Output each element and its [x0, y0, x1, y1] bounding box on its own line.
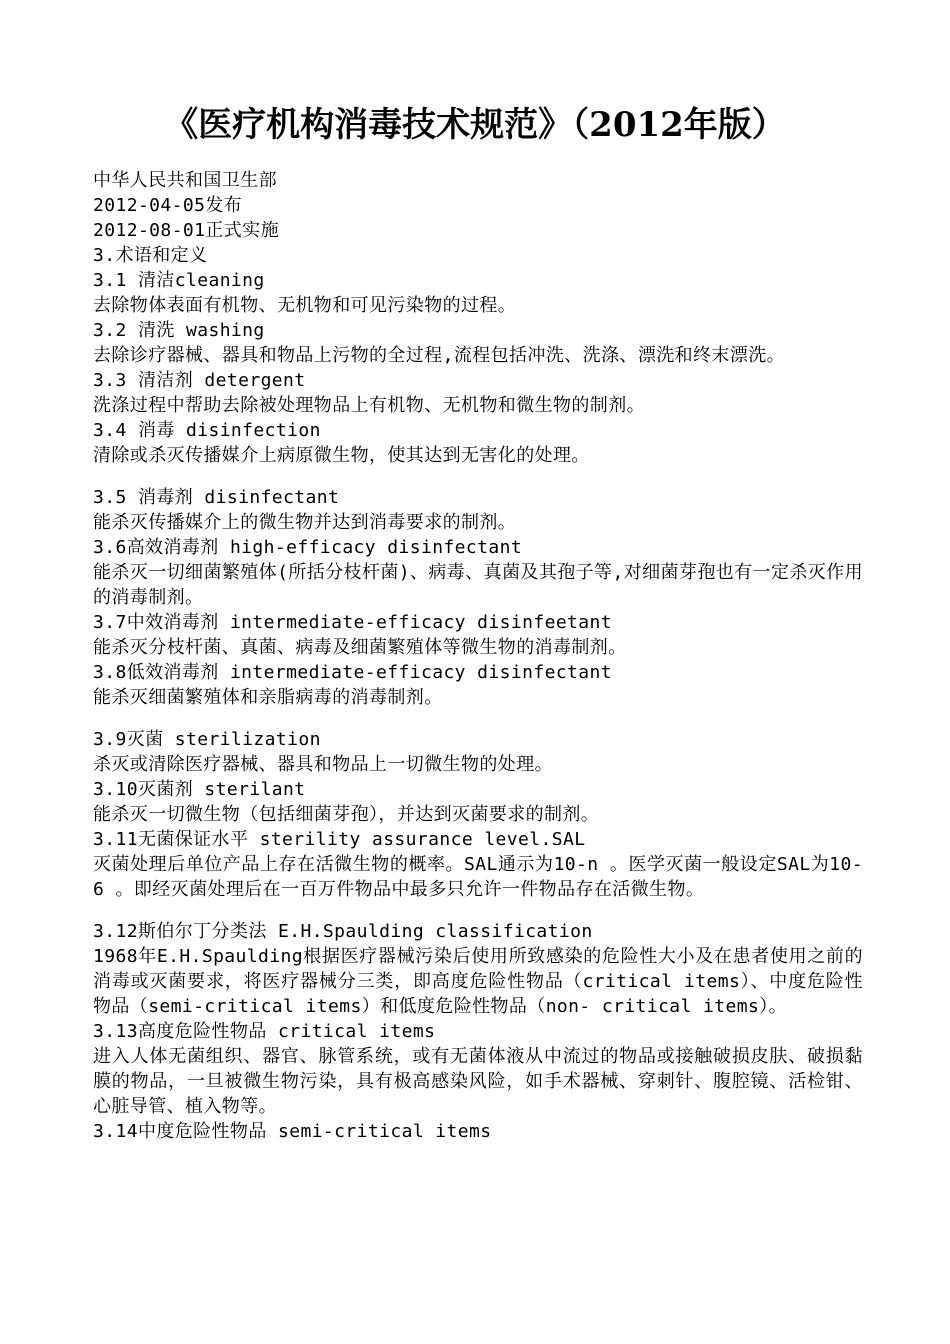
paragraph-gap [93, 710, 863, 727]
published-date: 2012-04-05发布 [93, 195, 243, 216]
term-definition: 1968年E.H.Spaulding根据医疗器械污染后使用所致感染的危险性大小及在患者使用之前的消毒或灭菌要求，将医疗器械分三类，即高度危险性物品（critical items）、中度危险性物品（semi-critical items）和低度危险性物品（non- critical items）。 [93, 946, 863, 1017]
document-title: 《医疗机构消毒技术规范》（2012年版） [164, 105, 786, 145]
term-heading: 3.9灭菌 sterilization [93, 729, 321, 750]
term-heading: 3.4 消毒 disinfection [93, 420, 321, 441]
term-heading: 3.14中度危险性物品 semi-critical items [93, 1121, 492, 1142]
term-heading: 3.3 清洁剂 detergent [93, 370, 306, 391]
term-heading: 3.1 清洁cleaning [93, 270, 265, 291]
term-definition: 去除物体表面有机物、无机物和可见污染物的过程。 [93, 295, 517, 316]
term-definition: 清除或杀灭传播媒介上病原微生物，使其达到无害化的处理。 [93, 445, 590, 466]
term-definition: 进入人体无菌组织、器官、脉管系统，或有无菌体液从中流过的物品或接触破损皮肤、破损黏膜的物品，一旦被微生物污染，具有极高感染风险，如手术器械、穿刺针、腹腔镜、活检钳、心脏导管、植入物等。 [93, 1046, 863, 1117]
term-heading: 3.8低效消毒剂 intermediate-efficacy disinfectant [93, 662, 613, 683]
section-heading: 3.术语和定义 [93, 245, 208, 266]
term-heading: 3.12斯伯尔丁分类法 E.H.Spaulding classification [93, 921, 593, 942]
term-definition: 杀灭或清除医疗器械、器具和物品上一切微生物的处理。 [93, 754, 553, 775]
term-heading: 3.7中效消毒剂 intermediate-efficacy disinfeetant [93, 612, 613, 633]
document-body [93, 168, 863, 1144]
term-heading: 3.13高度危险性物品 critical items [93, 1021, 436, 1042]
term-definition: 能杀灭一切微生物（包括细菌芽孢），并达到灭菌要求的制剂。 [93, 804, 600, 825]
term-definition: 能杀灭分枝杆菌、真菌、病毒及细菌繁殖体等微生物的消毒制剂。 [93, 637, 627, 658]
term-heading: 3.10灭菌剂 sterilant [93, 779, 306, 800]
term-heading: 3.6高效消毒剂 high-efficacy disinfectant [93, 537, 523, 558]
term-definition: 洗涤过程中帮助去除被处理物品上有机物、无机物和微生物的制剂。 [93, 395, 645, 416]
term-definition: 能杀灭细菌繁殖体和亲脂病毒的消毒制剂。 [93, 687, 443, 708]
term-definition: 能杀灭传播媒介上的微生物并达到消毒要求的制剂。 [93, 512, 517, 533]
term-heading: 3.2 清洗 washing [93, 320, 265, 341]
term-definition: 去除诊疗器械、器具和物品上污物的全过程,流程包括冲洗、洗涤、漂洗和终末漂洗。 [93, 345, 786, 366]
term-definition: 灭菌处理后单位产品上存在活微生物的概率。SAL通示为10-n 。医学灭菌一般设定SAL为10-6 。即经灭菌处理后在一百万件物品中最多只允许一件物品存在活微生物。 [93, 854, 863, 900]
term-heading: 3.11无菌保证水平 sterility assurance level.SAL [93, 829, 586, 850]
paragraph-gap [93, 902, 863, 919]
paragraph-gap [93, 468, 863, 485]
term-heading: 3.5 消毒剂 disinfectant [93, 487, 340, 508]
term-definition: 能杀灭一切细菌繁殖体(所括分枝杆菌)、病毒、真菌及其孢子等,对细菌芽孢也有一定杀灭作用的消毒制剂。 [93, 562, 863, 608]
issuer-line: 中华人民共和国卫生部 [93, 170, 277, 191]
effective-date: 2012-08-01正式实施 [93, 220, 279, 241]
